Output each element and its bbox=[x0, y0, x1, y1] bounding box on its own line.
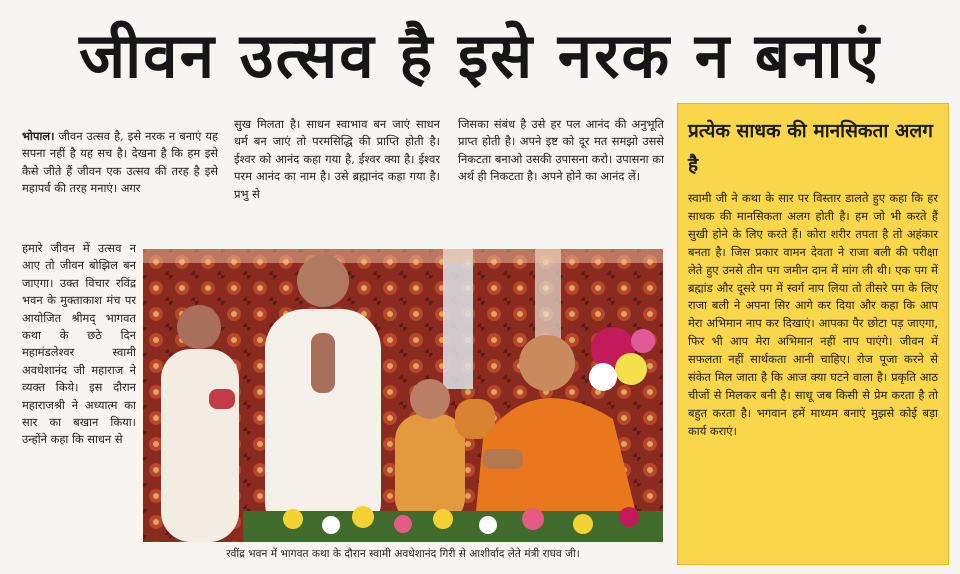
news-photo bbox=[143, 249, 663, 542]
article-column-1-bottom: हमारे जीवन में उत्सव न आए तो जीवन बोझिल बन जाएगा। उक्त विचार रविंद्र भवन के मुक्ताकाश मंच पर आयोजित श्रीमद् भागवत कथा के छठे दिन महामंडलेश्वर स्वामी अवधेशानंद जी महाराज ने व्यक्त किये। इस दौरान महाराजश्री ने अध्यात्म का सार का बखान किया। उन्होंने कहा कि साधन से bbox=[22, 241, 136, 447]
article-column-2: सुख मिलता है। साधन स्वाभाव बन जाएं साधन धर्म बन जाएं तो परमसिद्धि की प्राप्ति होती है। ईश्वर को आनंद कहा गया है, ईश्वर क्या है। ईश्वर परम आनंद का नाम है। उसे ब्रह्मानंद कहा गया है। प्रभु से bbox=[234, 117, 440, 201]
sidebar-heading: प्रत्येक साधक की मानसिकता अलग है bbox=[688, 120, 933, 176]
photo-caption: रवींद्र भवन में भागवत कथा के दौरान स्वामी अवधेशानंद गिरी से आशीर्वाद लेते मंत्री राघव जी। bbox=[226, 548, 580, 560]
headline: जीवन उत्सव है इसे नरक न बनाएं bbox=[79, 19, 881, 92]
dateline: भोपाल। bbox=[22, 129, 55, 143]
article-text-1-top: जीवन उत्सव है, इसे नरक न बनाएं यह सपना नहीं है यह सच है। देखना है कि हम इसे कैसे जीते हैं जीवन एक उत्सव की तरह है इसे महापर्व की तरह मनाएं। अगर bbox=[22, 129, 218, 196]
news-photo-illustration bbox=[143, 249, 663, 542]
article-column-1-top bbox=[22, 128, 218, 238]
article-column-3: जिसका संबंध है उसे हर पल आनंद की अनुभूति प्राप्त होती है। अपने इष्ट को दूर मत समझो उससे निकटता बनाओ उसकी उपासना करो। उपासना का अर्थ ही निकटता है। अपने होने का आनंद लें। bbox=[458, 117, 664, 184]
sidebar-body: स्वामी जी ने कथा के सार पर विस्तार डालते हुए कहा कि हर साधक की मानसिकता अलग होती है। हम जो भी करते हैं सुखी होने के लिए करते हैं। कोरा शरीर तपता है तो अहंकार बनता है। जिस प्रकार वामन देवता ने राजा बली की परीक्षा लेते हुए उनसे तीन पग जमीन दान में मांग ली थी। एक पग में ब्रह्मांड और दूसरे पग में स्वर्ग नाप लिया तो तीसरे पग के लिए राजा बली ने अपना सिर आगे कर दिया और कहा कि आप मेरा अभिमान नाप कर दिखाएं। आपका पैर छोटा पड़ जाएगा, फिर भी आप मेरा अभिमान नहीं नाप पाएंगे। जीवन में सफलता नहीं सार्थकता आनी चाहिए। रोज पूजा करने से संकेत मिल जाता है कि आज क्या घटने वाला है। प्रकृति आठ चीजों से मिलकर बनी है। साधू जब किसी से प्रेम करता है तो बहुत करता है। भगवान हमें माध्यम बनाएं मुझसे कोई बड़ा कार्य कराएं। bbox=[688, 191, 938, 438]
sidebar-box bbox=[677, 103, 949, 565]
